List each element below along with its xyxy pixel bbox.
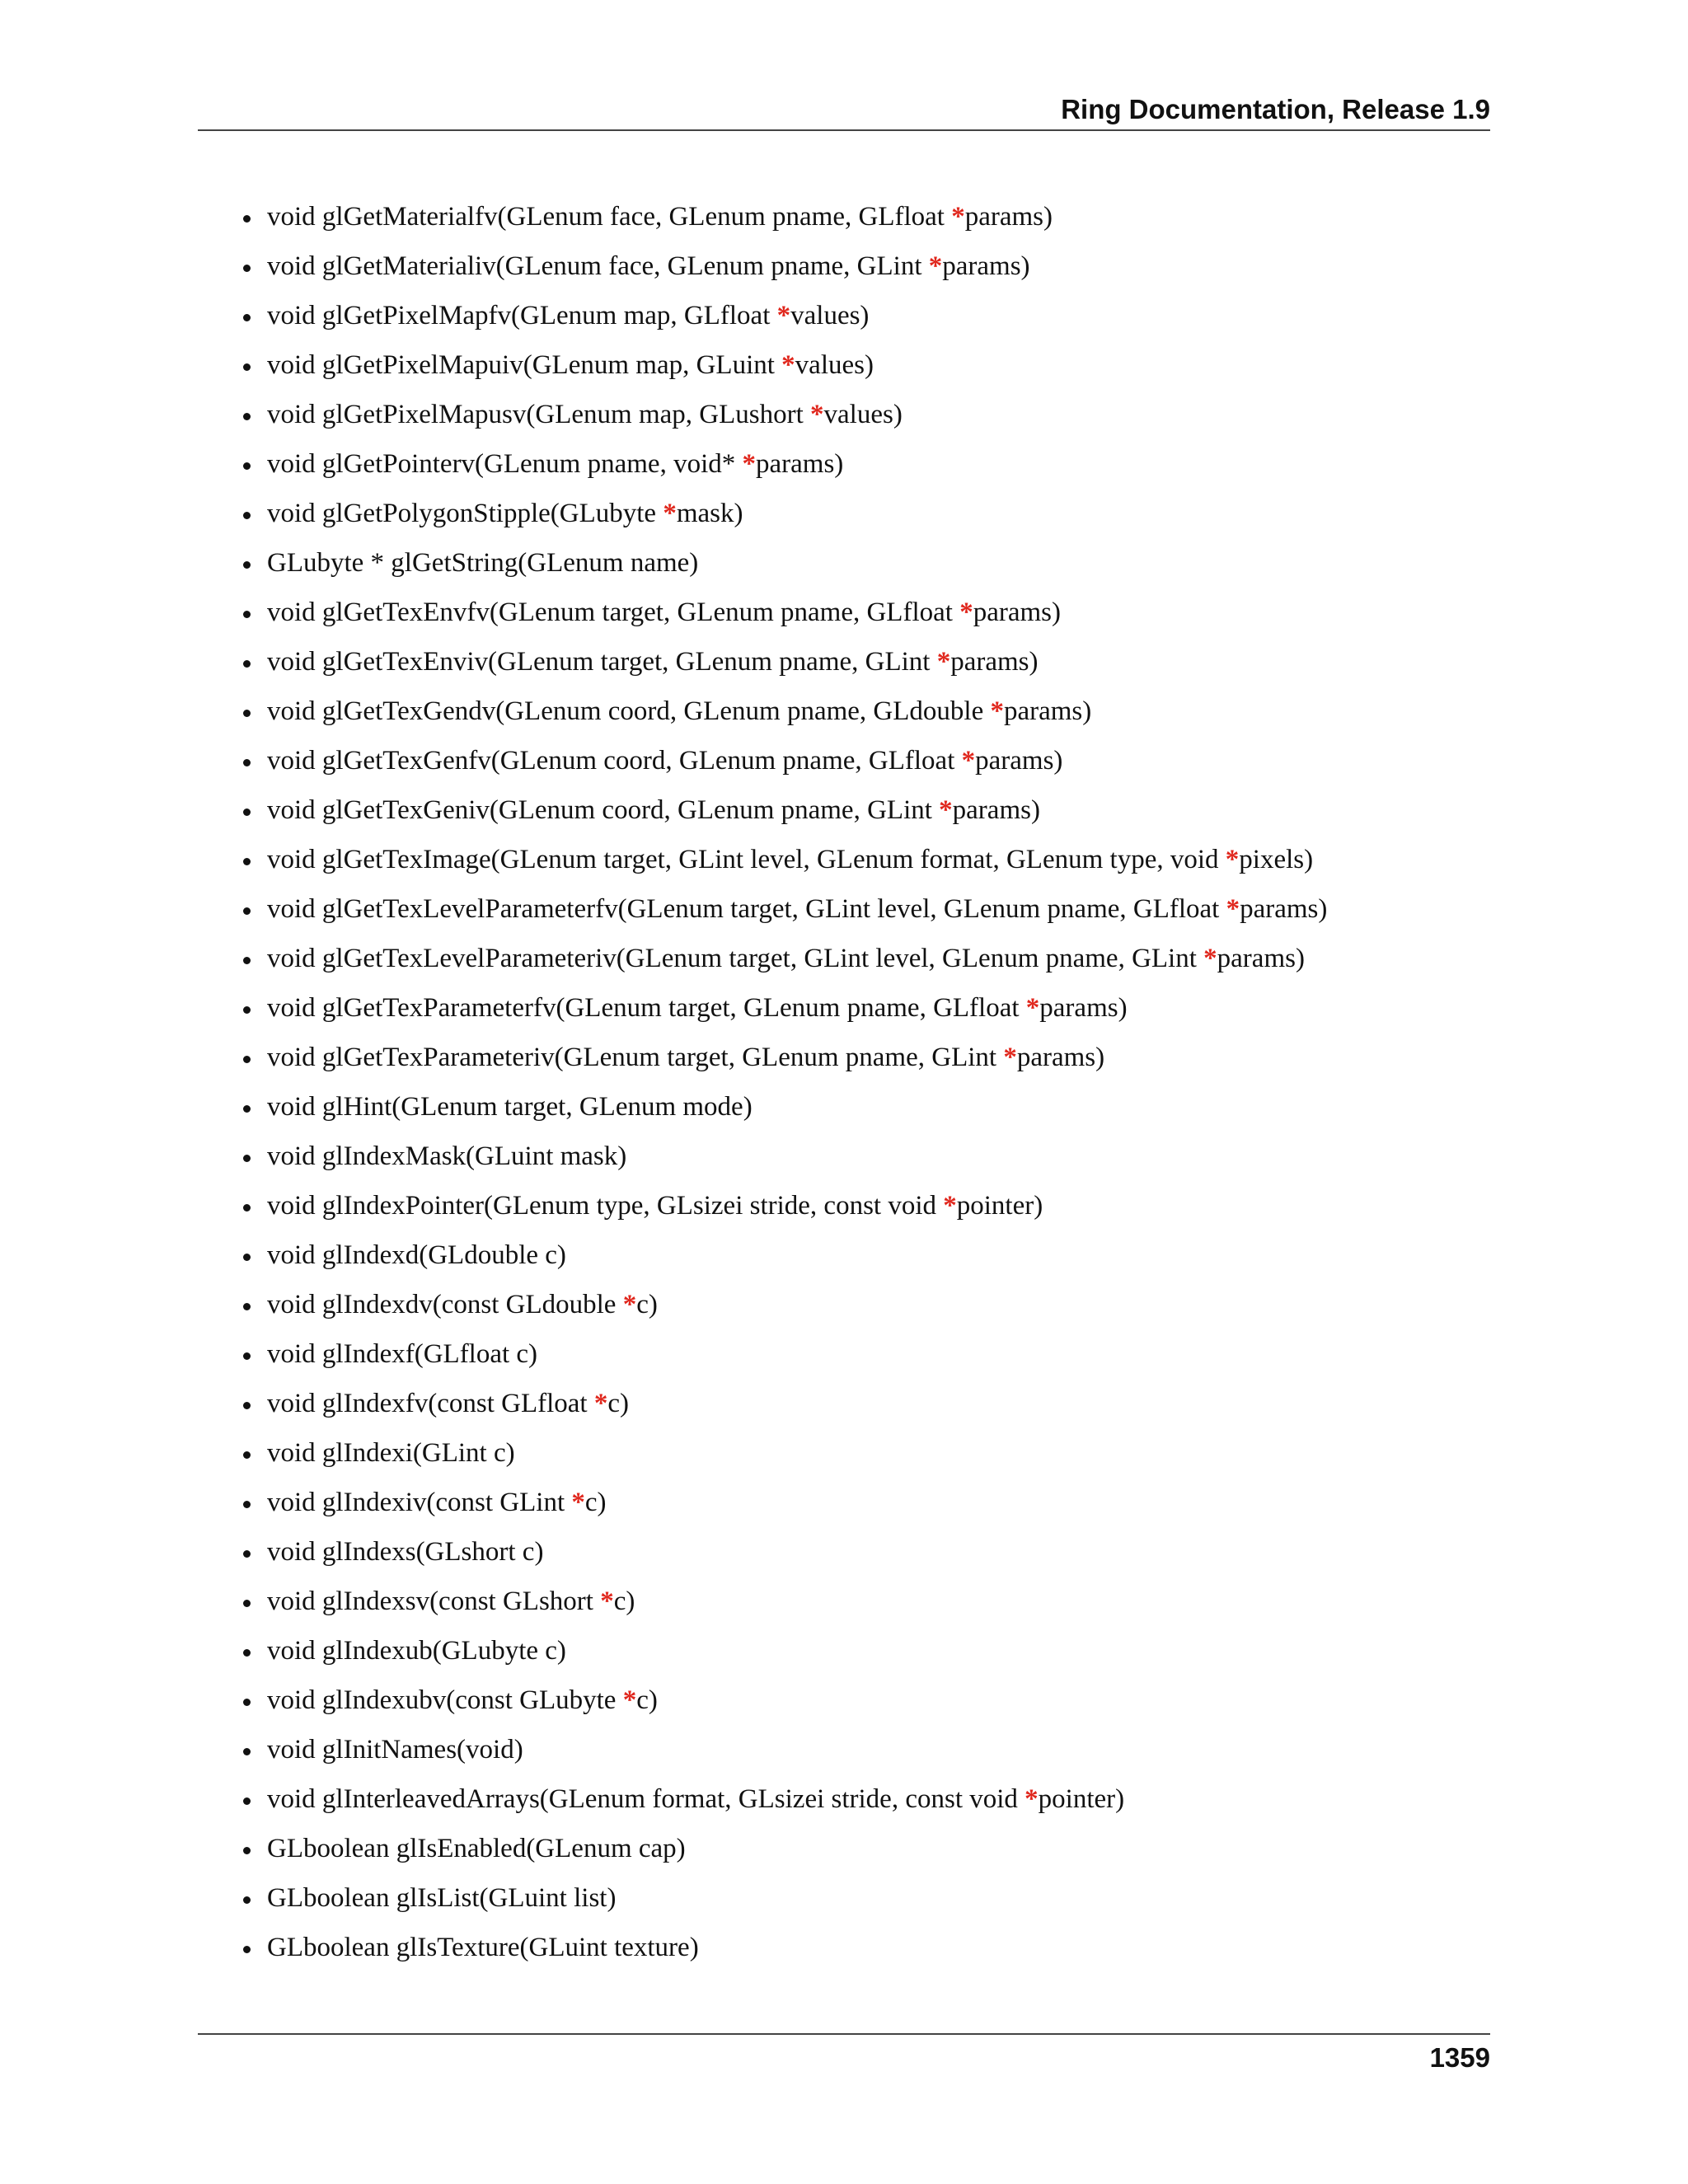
signature-text: GLboolean glIsTexture(GLuint texture) xyxy=(267,1933,699,1962)
bullet-icon xyxy=(243,1155,251,1162)
signature-text-tail: params) xyxy=(964,202,1053,232)
pointer-asterisk: * xyxy=(961,746,976,776)
list-item xyxy=(239,987,1475,1037)
pointer-asterisk: * xyxy=(600,1586,614,1616)
bullet-icon xyxy=(243,314,251,321)
list-item xyxy=(239,1432,1475,1482)
signature-text-tail: c) xyxy=(636,1290,658,1319)
signature-text-tail: pointer) xyxy=(1038,1784,1125,1814)
signature-text: void glIndexsv(const GLshort xyxy=(267,1586,601,1616)
signature-text: void glGetMaterialfv(GLenum face, GLenum pname, GLfloat xyxy=(267,202,952,232)
list-item xyxy=(239,888,1475,938)
list-item xyxy=(239,1086,1475,1136)
signature-text: void glGetPixelMapusv(GLenum map, GLushort xyxy=(267,400,811,429)
list-item xyxy=(239,542,1475,592)
list-item xyxy=(239,1630,1475,1680)
list-item xyxy=(239,443,1475,493)
signature-text: void glIndexMask(GLuint mask) xyxy=(267,1141,627,1171)
list-item xyxy=(239,790,1475,839)
list-item xyxy=(239,196,1475,246)
list-item xyxy=(239,691,1475,740)
list-item xyxy=(239,1828,1475,1877)
list-item xyxy=(239,641,1475,691)
signature-text: void glGetTexImage(GLenum target, GLint level, GLenum format, GLenum type, void xyxy=(267,845,1226,874)
list-item xyxy=(239,1729,1475,1779)
pointer-asterisk: * xyxy=(1025,993,1040,1023)
function-signature xyxy=(267,394,903,435)
bullet-icon xyxy=(243,1896,251,1904)
pointer-asterisk: * xyxy=(776,301,791,330)
bullet-icon xyxy=(243,1352,251,1360)
signature-text: void glGetPixelMapuiv(GLenum map, GLuint xyxy=(267,350,782,380)
function-signature xyxy=(267,1927,699,1968)
list-item xyxy=(239,1877,1475,1927)
signature-text: void glGetTexLevelParameteriv(GLenum target, GLint level, GLenum pname, GLint xyxy=(267,944,1204,973)
signature-text: void glGetTexGendv(GLenum coord, GLenum pname, GLdouble xyxy=(267,696,991,726)
bullet-icon xyxy=(243,1451,251,1459)
bullet-icon xyxy=(243,265,251,272)
signature-text-tail: values) xyxy=(790,301,870,330)
signature-text: void glIndexd(GLdouble c) xyxy=(267,1240,566,1270)
bullet-icon xyxy=(243,1006,251,1014)
signature-text: void glIndexdv(const GLdouble xyxy=(267,1290,623,1319)
list-item xyxy=(239,1680,1475,1729)
page-number: 1359 xyxy=(1429,2042,1490,2073)
signature-text-tail: values) xyxy=(795,350,874,380)
bullet-icon xyxy=(243,1501,251,1508)
pointer-asterisk: * xyxy=(936,647,951,677)
bullet-icon xyxy=(243,1056,251,1063)
header-divider xyxy=(198,129,1490,131)
list-item xyxy=(239,344,1475,394)
pointer-asterisk: * xyxy=(990,696,1004,726)
list-item xyxy=(239,1235,1475,1284)
bullet-icon xyxy=(243,660,251,668)
signature-text: void glIndexf(GLfloat c) xyxy=(267,1339,538,1369)
function-signature xyxy=(267,493,743,534)
signature-text: GLboolean glIsList(GLuint list) xyxy=(267,1883,617,1913)
signature-text-tail: params) xyxy=(1039,993,1128,1023)
signature-text-tail: values) xyxy=(823,400,903,429)
bullet-icon xyxy=(243,710,251,717)
list-item xyxy=(239,1779,1475,1828)
signature-text: void glHint(GLenum target, GLenum mode) xyxy=(267,1092,753,1122)
signature-text: void glIndexubv(const GLubyte xyxy=(267,1685,623,1715)
signature-text-tail: params) xyxy=(1217,944,1305,973)
function-signature xyxy=(267,443,843,485)
function-signature xyxy=(267,1086,753,1127)
bullet-icon xyxy=(243,808,251,816)
function-signature xyxy=(267,1333,537,1375)
function-signature xyxy=(267,888,1327,930)
function-signature xyxy=(267,344,874,386)
bullet-icon xyxy=(243,512,251,519)
function-signature xyxy=(267,1680,658,1721)
signature-text-tail: pointer) xyxy=(956,1191,1043,1221)
list-item xyxy=(239,1136,1475,1185)
function-list xyxy=(239,196,1475,1976)
list-item xyxy=(239,295,1475,344)
bullet-icon xyxy=(243,462,251,470)
list-item xyxy=(239,1482,1475,1531)
signature-text-tail: mask) xyxy=(676,499,743,528)
pointer-asterisk: * xyxy=(959,598,973,627)
bullet-icon xyxy=(243,858,251,865)
bullet-icon xyxy=(243,1254,251,1261)
signature-text: void glInitNames(void) xyxy=(267,1735,523,1765)
pointer-asterisk: * xyxy=(1226,894,1240,924)
function-signature xyxy=(267,592,1061,633)
signature-text-tail: params) xyxy=(952,795,1040,825)
function-signature xyxy=(267,790,1040,831)
signature-text: void glGetTexEnvfv(GLenum target, GLenum pname, GLfloat xyxy=(267,598,960,627)
bullet-icon xyxy=(243,1797,251,1805)
bullet-icon xyxy=(243,363,251,371)
pointer-asterisk: * xyxy=(1025,1784,1039,1814)
list-item xyxy=(239,1284,1475,1333)
list-item xyxy=(239,1037,1475,1086)
signature-text: void glGetTexEnviv(GLenum target, GLenum pname, GLint xyxy=(267,647,937,677)
signature-text-tail: params) xyxy=(1240,894,1328,924)
pointer-asterisk: * xyxy=(593,1389,608,1418)
function-signature xyxy=(267,1779,1124,1820)
bullet-icon xyxy=(243,1402,251,1409)
signature-text: void glIndexub(GLubyte c) xyxy=(267,1636,566,1666)
pointer-asterisk: * xyxy=(1203,944,1217,973)
function-signature xyxy=(267,1482,607,1523)
footer-divider xyxy=(198,2033,1490,2035)
function-signature xyxy=(267,1432,515,1474)
bullet-icon xyxy=(243,1303,251,1310)
list-item xyxy=(239,1383,1475,1432)
signature-text: void glIndexfv(const GLfloat xyxy=(267,1389,594,1418)
bullet-icon xyxy=(243,759,251,766)
signature-text: void glGetPixelMapfv(GLenum map, GLfloat xyxy=(267,301,777,330)
signature-text: void glGetPolygonStipple(GLubyte xyxy=(267,499,663,528)
signature-text-tail: params) xyxy=(942,251,1030,281)
signature-text: void glGetTexLevelParameterfv(GLenum target, GLint level, GLenum pname, GLfloat xyxy=(267,894,1226,924)
signature-text-tail: params) xyxy=(950,647,1039,677)
list-item xyxy=(239,246,1475,295)
signature-text: void glIndexi(GLint c) xyxy=(267,1438,515,1468)
bullet-icon xyxy=(243,215,251,223)
bullet-icon xyxy=(243,1649,251,1657)
function-signature xyxy=(267,1235,566,1276)
function-signature xyxy=(267,1185,1043,1226)
function-signature xyxy=(267,691,1091,732)
bullet-icon xyxy=(243,1946,251,1953)
pointer-asterisk: * xyxy=(951,202,965,232)
signature-text: void glGetTexGeniv(GLenum coord, GLenum pname, GLint xyxy=(267,795,940,825)
document-title: Ring Documentation, Release 1.9 xyxy=(1061,94,1490,124)
signature-text: void glInterleavedArrays(GLenum format, GLsizei stride, const void xyxy=(267,1784,1025,1814)
signature-text-tail: c) xyxy=(613,1586,635,1616)
bullet-icon xyxy=(243,1699,251,1706)
function-signature xyxy=(267,542,698,583)
function-signature xyxy=(267,295,869,336)
pointer-asterisk: * xyxy=(1003,1043,1017,1072)
function-signature xyxy=(267,987,1128,1029)
pointer-asterisk: * xyxy=(663,499,677,528)
pointer-asterisk: * xyxy=(571,1488,585,1517)
list-item xyxy=(239,938,1475,987)
page-header xyxy=(198,91,1490,132)
function-signature xyxy=(267,1284,658,1325)
list-item xyxy=(239,493,1475,542)
bullet-icon xyxy=(243,907,251,915)
signature-text: GLubyte * glGetString(GLenum name) xyxy=(267,548,699,578)
bullet-icon xyxy=(243,1748,251,1755)
function-signature xyxy=(267,839,1313,880)
signature-text: void glGetTexParameterfv(GLenum target, GLenum pname, GLfloat xyxy=(267,993,1026,1023)
signature-text: void glIndexs(GLshort c) xyxy=(267,1537,544,1567)
list-item xyxy=(239,740,1475,790)
pointer-asterisk: * xyxy=(781,350,795,380)
list-item xyxy=(239,394,1475,443)
list-item xyxy=(239,839,1475,888)
signature-text-tail: params) xyxy=(1003,696,1092,726)
function-signature xyxy=(267,938,1305,979)
function-signature xyxy=(267,641,1039,682)
function-signature xyxy=(267,1729,523,1770)
bullet-icon xyxy=(243,1550,251,1558)
signature-text: void glGetPointerv(GLenum pname, void* xyxy=(267,449,743,479)
list-item xyxy=(239,1185,1475,1235)
pointer-asterisk: * xyxy=(939,795,953,825)
signature-text-tail: c) xyxy=(636,1685,658,1715)
bullet-icon xyxy=(243,611,251,618)
function-signature xyxy=(267,1828,686,1869)
pointer-asterisk: * xyxy=(622,1290,637,1319)
function-signature xyxy=(267,246,1030,287)
function-signature xyxy=(267,1877,616,1919)
bullet-icon xyxy=(243,1600,251,1607)
signature-text: GLboolean glIsEnabled(GLenum cap) xyxy=(267,1834,686,1863)
list-item xyxy=(239,592,1475,641)
function-signature xyxy=(267,1383,629,1424)
signature-text: void glGetTexGenfv(GLenum coord, GLenum pname, GLfloat xyxy=(267,746,962,776)
pointer-asterisk: * xyxy=(742,449,756,479)
signature-text: void glGetMaterialiv(GLenum face, GLenum pname, GLint xyxy=(267,251,929,281)
pointer-asterisk: * xyxy=(622,1685,637,1715)
signature-text-tail: c) xyxy=(584,1488,607,1517)
function-signature xyxy=(267,740,1062,781)
signature-text-tail: params) xyxy=(756,449,844,479)
bullet-icon xyxy=(243,1105,251,1113)
list-item xyxy=(239,1531,1475,1581)
signature-text-tail: params) xyxy=(1016,1043,1105,1072)
bullet-icon xyxy=(243,1204,251,1212)
function-signature xyxy=(267,1630,566,1671)
signature-text-tail: pixels) xyxy=(1239,845,1314,874)
signature-text-tail: params) xyxy=(975,746,1063,776)
function-signature xyxy=(267,1531,543,1572)
bullet-icon xyxy=(243,1847,251,1854)
bullet-icon xyxy=(243,957,251,964)
function-signature xyxy=(267,1037,1104,1078)
function-signature xyxy=(267,196,1053,237)
function-signature xyxy=(267,1581,635,1622)
list-item xyxy=(239,1333,1475,1383)
bullet-icon xyxy=(243,561,251,569)
signature-text: void glIndexPointer(GLenum type, GLsizei stride, const void xyxy=(267,1191,944,1221)
pointer-asterisk: * xyxy=(810,400,824,429)
list-item xyxy=(239,1581,1475,1630)
pointer-asterisk: * xyxy=(928,251,943,281)
pointer-asterisk: * xyxy=(1225,845,1240,874)
signature-text: void glIndexiv(const GLint xyxy=(267,1488,572,1517)
signature-text: void glGetTexParameteriv(GLenum target, GLenum pname, GLint xyxy=(267,1043,1004,1072)
list-item xyxy=(239,1927,1475,1976)
signature-text-tail: c) xyxy=(607,1389,629,1418)
function-signature xyxy=(267,1136,626,1177)
bullet-icon xyxy=(243,413,251,420)
pointer-asterisk: * xyxy=(943,1191,957,1221)
signature-text-tail: params) xyxy=(973,598,1061,627)
